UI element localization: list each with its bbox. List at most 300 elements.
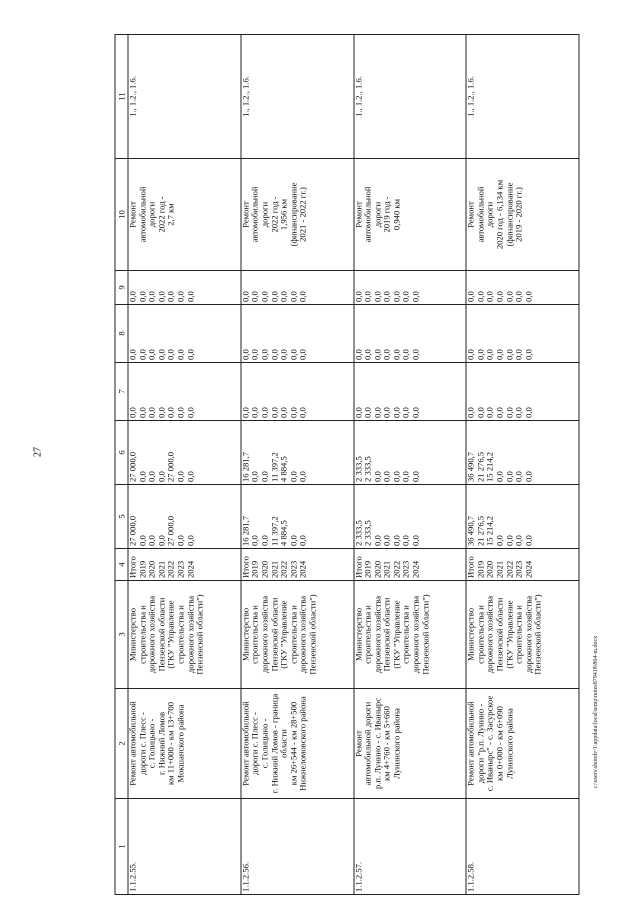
executor-line: Министерство bbox=[240, 608, 251, 661]
regional-budget-line: 27 000,0 bbox=[127, 451, 138, 482]
years-line: Итого bbox=[127, 556, 138, 578]
local-budget-line: 0,0 bbox=[175, 349, 186, 360]
regional-budget-line: 0,0 bbox=[146, 471, 157, 482]
regional-budget-cell bbox=[354, 421, 467, 485]
other-sources-line: 0,0 bbox=[156, 291, 167, 302]
result-line: 2019 - 2020 гг.) bbox=[513, 187, 524, 242]
federal-budget-line: 0,0 bbox=[465, 407, 476, 418]
total-amount-line: 16 281,7 bbox=[240, 515, 251, 546]
result-line: 2021 - 2022 гг.) bbox=[297, 187, 308, 242]
event-name-line: Нижнеломовского района bbox=[297, 696, 308, 791]
other-sources-line: 0,0 bbox=[185, 291, 196, 302]
regional-budget-line: 0,0 bbox=[400, 471, 411, 482]
federal-budget-line: 0,0 bbox=[127, 407, 138, 418]
local-budget-line: 0,0 bbox=[484, 349, 495, 360]
local-budget-cell bbox=[354, 305, 467, 363]
executor-line: Министерство bbox=[127, 608, 138, 661]
executor-line: (ГКУ "Управление bbox=[278, 600, 289, 669]
executor-line: (ГКУ "Управление bbox=[165, 600, 176, 669]
other-sources-line: 0,0 bbox=[146, 291, 157, 302]
local-budget-line: 0,0 bbox=[127, 349, 138, 360]
total-amount-line: 0,0 bbox=[513, 535, 524, 546]
federal-budget-line: 0,0 bbox=[391, 407, 402, 418]
result-line: дороги bbox=[372, 201, 383, 228]
regional-budget-line: 15 214,2 bbox=[484, 451, 495, 482]
regional-budget-cell bbox=[466, 421, 579, 485]
years-line: 2021 bbox=[156, 560, 167, 578]
event-name-line: Ремонт автомобильной bbox=[240, 701, 251, 786]
regional-budget-line: 0,0 bbox=[410, 471, 421, 482]
result-line: автомобильной bbox=[137, 186, 148, 243]
other-sources-line: 0,0 bbox=[381, 291, 392, 302]
total-amount-line: 0,0 bbox=[185, 535, 196, 546]
regional-budget-line: 0,0 bbox=[372, 471, 383, 482]
other-sources-line: 0,0 bbox=[127, 291, 138, 302]
years-line: 2024 bbox=[523, 560, 534, 578]
years-cell bbox=[241, 549, 354, 581]
regional-budget-line: 0,0 bbox=[297, 471, 308, 482]
local-budget-line: 0,0 bbox=[269, 349, 280, 360]
executor-line: Пензенской области") bbox=[532, 594, 543, 675]
rotated-table-wrapper bbox=[115, 35, 580, 895]
executor-line: Пензенской области") bbox=[307, 594, 318, 675]
local-budget-line: 0,0 bbox=[523, 349, 534, 360]
regional-budget-line: 2 333,5 bbox=[353, 456, 363, 482]
years-line: 2024 bbox=[410, 560, 421, 578]
event-name-line: Ремонт автомобильной bbox=[127, 701, 138, 786]
years-line: 2022 bbox=[278, 560, 289, 578]
years-line: 2023 bbox=[513, 560, 524, 578]
total-amount-line: 0,0 bbox=[410, 535, 421, 546]
table-row bbox=[354, 35, 467, 895]
other-sources-line: 0,0 bbox=[410, 291, 421, 302]
event-name-line: дороги "р.п. Лунино - bbox=[475, 703, 486, 784]
table-row bbox=[128, 35, 241, 895]
other-sources-line: 0,0 bbox=[278, 291, 289, 302]
result-line: автомобильной bbox=[249, 186, 260, 243]
event-name-line: с. Голицыно - bbox=[259, 718, 270, 769]
other-sources-line: 0,0 bbox=[391, 291, 402, 302]
years-line: 2020 bbox=[146, 560, 157, 578]
regional-budget-line: 16 281,7 bbox=[240, 451, 251, 482]
federal-budget-line: 0,0 bbox=[400, 407, 411, 418]
other-sources-cell bbox=[354, 271, 467, 305]
result-line: 2022 год - bbox=[269, 196, 280, 233]
regional-budget-line: 0,0 bbox=[391, 471, 402, 482]
indicators-cell bbox=[466, 35, 579, 159]
event-name-line: Мокшанского района bbox=[175, 704, 186, 783]
regional-budget-line: 0,0 bbox=[288, 471, 299, 482]
event-name-line: с. Иванырс" - с. Засурское bbox=[484, 695, 495, 792]
event-name-line: км 11+000 - км 13+700 bbox=[165, 701, 176, 786]
result-line: Ремонт bbox=[240, 201, 251, 228]
event-name-cell bbox=[354, 689, 467, 799]
local-budget-cell bbox=[241, 305, 354, 363]
total-amount-line: 0,0 bbox=[288, 535, 299, 546]
executor-cell bbox=[241, 581, 354, 689]
column-header-4: 4 bbox=[115, 549, 128, 581]
other-sources-line: 0,0 bbox=[362, 291, 373, 302]
table-body bbox=[128, 35, 579, 895]
years-line: 2019 bbox=[137, 560, 148, 578]
executor-cell bbox=[354, 581, 467, 689]
regional-budget-line: 21 276,5 bbox=[475, 451, 486, 482]
event-name-cell bbox=[128, 689, 241, 799]
years-line: Итого bbox=[240, 556, 251, 578]
column-header-10: 10 bbox=[115, 159, 128, 271]
executor-line: дорожного хозяйства bbox=[297, 595, 308, 674]
total-amount-line: 0,0 bbox=[494, 535, 505, 546]
years-line: 2019 bbox=[475, 560, 486, 578]
years-line: 2024 bbox=[185, 560, 196, 578]
executor-line: Пензенской области bbox=[381, 597, 392, 672]
local-budget-line: 0,0 bbox=[259, 349, 270, 360]
other-sources-line: 0,0 bbox=[353, 291, 363, 302]
regional-budget-line: 0,0 bbox=[249, 471, 260, 482]
local-budget-line: 0,0 bbox=[504, 349, 515, 360]
result-line: автомобильной bbox=[475, 186, 486, 243]
other-sources-line: 0,0 bbox=[523, 291, 534, 302]
federal-budget-line: 0,0 bbox=[513, 407, 524, 418]
years-line: 2020 bbox=[259, 560, 270, 578]
federal-budget-line: 0,0 bbox=[381, 407, 392, 418]
total-amount-line: 15 214,2 bbox=[484, 515, 495, 546]
other-sources-line: 0,0 bbox=[165, 291, 176, 302]
local-budget-cell bbox=[466, 305, 579, 363]
indicators-text: 1., 1.2., 1.6. bbox=[127, 76, 138, 117]
total-amount-line: 0,0 bbox=[146, 535, 157, 546]
regional-budget-line: 0,0 bbox=[494, 471, 505, 482]
local-budget-line: 0,0 bbox=[410, 349, 421, 360]
other-sources-line: 0,0 bbox=[240, 291, 251, 302]
local-budget-line: 0,0 bbox=[353, 349, 363, 360]
event-name-cell bbox=[466, 689, 579, 799]
total-amount-line: 0,0 bbox=[137, 535, 148, 546]
other-sources-line: 0,0 bbox=[137, 291, 148, 302]
event-name-line: с. Голицыно - bbox=[146, 718, 157, 769]
event-name-line: р.п. Лунино - с. Иванырс bbox=[372, 697, 383, 790]
column-header-6: 6 bbox=[115, 421, 128, 485]
footer-path: c:\users\shoreh~1\appdata\local\temp\notes879418\864-m.docx bbox=[593, 635, 599, 789]
local-budget-line: 0,0 bbox=[156, 349, 167, 360]
total-amount-line: 0,0 bbox=[381, 535, 392, 546]
regional-budget-line: 11 397,2 bbox=[269, 452, 280, 482]
other-sources-line: 0,0 bbox=[484, 291, 495, 302]
federal-budget-line: 0,0 bbox=[297, 407, 308, 418]
row-id-cell bbox=[241, 799, 354, 895]
regional-budget-cell bbox=[241, 421, 354, 485]
result-line: 2020 год - 6,134 км bbox=[494, 179, 505, 250]
federal-budget-line: 0,0 bbox=[278, 407, 289, 418]
federal-budget-line: 0,0 bbox=[269, 407, 280, 418]
total-amount-line: 0,0 bbox=[175, 535, 186, 546]
executor-line: Министерство bbox=[465, 608, 476, 661]
total-amount-line: 0,0 bbox=[372, 535, 383, 546]
total-amount-line: 36 490,7 bbox=[465, 515, 476, 546]
total-amount-line: 27 000,0 bbox=[127, 515, 138, 546]
event-name-line: автомобильной дороги bbox=[362, 701, 373, 786]
result-line: (финансирование bbox=[288, 182, 299, 247]
total-amount-cell bbox=[354, 485, 467, 549]
event-name-line: дороги с. Плесс - bbox=[249, 712, 260, 775]
federal-budget-line: 0,0 bbox=[372, 407, 383, 418]
federal-budget-line: 0,0 bbox=[137, 407, 148, 418]
federal-budget-line: 0,0 bbox=[353, 407, 363, 418]
regional-budget-line: 4 884,5 bbox=[278, 456, 289, 482]
event-name-line: км 0+000 - км 6+090 bbox=[494, 706, 505, 781]
total-amount-cell bbox=[241, 485, 354, 549]
executor-line: строительства и bbox=[137, 605, 148, 664]
other-sources-line: 0,0 bbox=[175, 291, 186, 302]
other-sources-line: 0,0 bbox=[269, 291, 280, 302]
other-sources-line: 0,0 bbox=[297, 291, 308, 302]
years-line: 2022 bbox=[504, 560, 515, 578]
executor-line: дорожного хозяйства bbox=[185, 595, 196, 674]
row-id-text: 1.1.2.58. bbox=[465, 861, 476, 892]
federal-budget-line: 0,0 bbox=[165, 407, 176, 418]
executor-cell bbox=[466, 581, 579, 689]
federal-budget-cell bbox=[466, 363, 579, 421]
other-sources-cell bbox=[241, 271, 354, 305]
local-budget-line: 0,0 bbox=[391, 349, 402, 360]
column-header-5: 5 bbox=[115, 485, 128, 549]
federal-budget-line: 0,0 bbox=[240, 407, 251, 418]
result-cell bbox=[128, 159, 241, 271]
regional-budget-line: 0,0 bbox=[381, 471, 392, 482]
other-sources-line: 0,0 bbox=[400, 291, 411, 302]
local-budget-line: 0,0 bbox=[297, 349, 308, 360]
other-sources-cell bbox=[466, 271, 579, 305]
federal-budget-line: 0,0 bbox=[475, 407, 486, 418]
result-cell bbox=[466, 159, 579, 271]
result-line: 1,956 км bbox=[278, 198, 289, 231]
result-cell bbox=[354, 159, 467, 271]
federal-budget-line: 0,0 bbox=[484, 407, 495, 418]
regional-budget-line: 0,0 bbox=[137, 471, 148, 482]
local-budget-line: 0,0 bbox=[146, 349, 157, 360]
executor-line: строительства и bbox=[400, 605, 411, 664]
table-row bbox=[466, 35, 579, 895]
other-sources-line: 0,0 bbox=[465, 291, 476, 302]
column-header-7: 7 bbox=[115, 363, 128, 421]
executor-line: дорожного хозяйства bbox=[372, 595, 383, 674]
other-sources-line: 0,0 bbox=[513, 291, 524, 302]
federal-budget-line: 0,0 bbox=[156, 407, 167, 418]
event-name-line: области bbox=[278, 729, 289, 758]
event-name-line: дороги с. Плесс - bbox=[137, 712, 148, 775]
years-line: 2021 bbox=[494, 560, 505, 578]
other-sources-line: 0,0 bbox=[504, 291, 515, 302]
regional-budget-line: 0,0 bbox=[513, 471, 524, 482]
regional-budget-line: 0,0 bbox=[175, 471, 186, 482]
executor-line: дорожного хозяйства bbox=[484, 595, 495, 674]
federal-budget-line: 0,0 bbox=[146, 407, 157, 418]
years-line: 2023 bbox=[400, 560, 411, 578]
local-budget-line: 0,0 bbox=[494, 349, 505, 360]
executor-line: дорожного хозяйства bbox=[410, 595, 421, 674]
indicators-text: 1., 1.2., 1.6. bbox=[353, 76, 363, 117]
federal-budget-line: 0,0 bbox=[410, 407, 421, 418]
local-budget-line: 0,0 bbox=[240, 349, 251, 360]
years-line: Итого bbox=[353, 556, 363, 578]
indicators-text: 1., 1.2., 1.6. bbox=[465, 76, 476, 117]
total-amount-line: 0,0 bbox=[391, 535, 402, 546]
other-sources-line: 0,0 bbox=[372, 291, 383, 302]
total-amount-line: 0,0 bbox=[523, 535, 534, 546]
local-budget-line: 0,0 bbox=[362, 349, 373, 360]
event-name-line: км 4+760 - км 5+660 bbox=[381, 706, 392, 781]
federal-budget-line: 0,0 bbox=[249, 407, 260, 418]
indicators-text: 1., 1.2., 1.6. bbox=[240, 76, 251, 117]
row-id-cell bbox=[354, 799, 467, 895]
federal-budget-line: 0,0 bbox=[259, 407, 270, 418]
executor-line: Пензенской области") bbox=[420, 594, 431, 675]
years-line: Итого bbox=[465, 556, 476, 578]
result-cell bbox=[241, 159, 354, 271]
result-line: 2022 год - bbox=[156, 196, 167, 233]
regional-budget-line: 0,0 bbox=[523, 471, 534, 482]
years-cell bbox=[354, 549, 467, 581]
years-line: 2024 bbox=[297, 560, 308, 578]
total-amount-line: 0,0 bbox=[504, 535, 515, 546]
total-amount-line: 2 333,5 bbox=[353, 520, 363, 546]
local-budget-line: 0,0 bbox=[381, 349, 392, 360]
total-amount-line: 27 000,0 bbox=[165, 515, 176, 546]
local-budget-line: 0,0 bbox=[465, 349, 476, 360]
local-budget-line: 0,0 bbox=[513, 349, 524, 360]
row-id-cell bbox=[466, 799, 579, 895]
result-line: дороги bbox=[259, 201, 270, 228]
executor-line: строительства и bbox=[513, 605, 524, 664]
years-line: 2022 bbox=[391, 560, 402, 578]
event-name-line: Ремонт bbox=[353, 730, 363, 757]
federal-budget-line: 0,0 bbox=[288, 407, 299, 418]
years-line: 2023 bbox=[288, 560, 299, 578]
other-sources-line: 0,0 bbox=[288, 291, 299, 302]
federal-budget-line: 0,0 bbox=[523, 407, 534, 418]
total-amount-line: 0,0 bbox=[400, 535, 411, 546]
total-amount-line: 0,0 bbox=[249, 535, 260, 546]
executor-line: дорожного хозяйства bbox=[146, 595, 157, 674]
federal-budget-line: 0,0 bbox=[504, 407, 515, 418]
column-header-8: 8 bbox=[115, 305, 128, 363]
executor-cell bbox=[128, 581, 241, 689]
executor-line: строительства и bbox=[362, 605, 373, 664]
event-name-cell bbox=[241, 689, 354, 799]
total-amount-line: 4 884,5 bbox=[278, 520, 289, 546]
executor-line: Министерство bbox=[353, 608, 363, 661]
local-budget-line: 0,0 bbox=[249, 349, 260, 360]
row-id-cell bbox=[128, 799, 241, 895]
result-line: 0,940 км bbox=[391, 198, 402, 231]
row-id-text: 1.1.2.57. bbox=[353, 861, 363, 892]
regional-budget-line: 0,0 bbox=[185, 471, 196, 482]
result-line: 2,7 км bbox=[165, 203, 176, 226]
column-header-2: 2 bbox=[115, 689, 128, 799]
federal-budget-cell bbox=[241, 363, 354, 421]
program-table bbox=[115, 34, 580, 895]
executor-line: Пензенской области bbox=[156, 597, 167, 672]
years-line: 2023 bbox=[175, 560, 186, 578]
other-sources-line: 0,0 bbox=[249, 291, 260, 302]
result-line: 2019 год - bbox=[381, 196, 392, 233]
total-amount-line: 21 276,5 bbox=[475, 515, 486, 546]
row-id-text: 1.1.2.56. bbox=[240, 861, 251, 892]
event-name-line: Лунинского района bbox=[504, 708, 515, 779]
total-amount-cell bbox=[466, 485, 579, 549]
total-amount-line: 0,0 bbox=[297, 535, 308, 546]
column-header-11: 11 bbox=[115, 35, 128, 159]
column-header-9: 9 bbox=[115, 271, 128, 305]
row-id-text: 1.1.2.55. bbox=[127, 861, 138, 892]
regional-budget-line: 27 000,0 bbox=[165, 451, 176, 482]
executor-line: строительства и bbox=[288, 605, 299, 664]
local-budget-line: 0,0 bbox=[137, 349, 148, 360]
page-number: 27 bbox=[32, 447, 44, 457]
column-header-3: 3 bbox=[115, 581, 128, 689]
local-budget-line: 0,0 bbox=[185, 349, 196, 360]
regional-budget-line: 0,0 bbox=[504, 471, 515, 482]
years-line: 2020 bbox=[372, 560, 383, 578]
federal-budget-line: 0,0 bbox=[494, 407, 505, 418]
executor-line: (ГКУ "Управление bbox=[504, 600, 515, 669]
other-sources-line: 0,0 bbox=[494, 291, 505, 302]
regional-budget-line: 0,0 bbox=[259, 471, 270, 482]
column-header-1: 1 bbox=[115, 799, 128, 895]
local-budget-line: 0,0 bbox=[372, 349, 383, 360]
event-name-line: г. Нижний Ломов - граница bbox=[269, 693, 280, 794]
total-amount-line: 2 333,5 bbox=[362, 520, 373, 546]
years-line: 2019 bbox=[249, 560, 260, 578]
executor-line: дорожного хозяйства bbox=[523, 595, 534, 674]
total-amount-line: 11 397,2 bbox=[269, 516, 280, 546]
result-line: Ремонт bbox=[127, 201, 138, 228]
local-budget-line: 0,0 bbox=[278, 349, 289, 360]
result-line: дороги bbox=[484, 201, 495, 228]
years-cell bbox=[128, 549, 241, 581]
indicators-cell bbox=[354, 35, 467, 159]
executor-line: строительства и bbox=[175, 605, 186, 664]
federal-budget-line: 0,0 bbox=[175, 407, 186, 418]
other-sources-cell bbox=[128, 271, 241, 305]
result-line: (финансирование bbox=[504, 182, 515, 247]
event-name-line: Ремонт автомобильной bbox=[465, 701, 476, 786]
years-line: 2022 bbox=[165, 560, 176, 578]
indicators-cell bbox=[241, 35, 354, 159]
other-sources-line: 0,0 bbox=[475, 291, 486, 302]
local-budget-cell bbox=[128, 305, 241, 363]
executor-line: дорожного хозяйства bbox=[259, 595, 270, 674]
regional-budget-cell bbox=[128, 421, 241, 485]
years-cell bbox=[466, 549, 579, 581]
total-amount-line: 0,0 bbox=[156, 535, 167, 546]
indicators-cell bbox=[128, 35, 241, 159]
executor-line: строительства и bbox=[475, 605, 486, 664]
executor-line: (ГКУ "Управление bbox=[391, 600, 402, 669]
table-row bbox=[241, 35, 354, 895]
local-budget-line: 0,0 bbox=[288, 349, 299, 360]
result-line: дороги bbox=[146, 201, 157, 228]
header-row bbox=[115, 35, 128, 895]
federal-budget-cell bbox=[354, 363, 467, 421]
years-line: 2021 bbox=[269, 560, 280, 578]
local-budget-line: 0,0 bbox=[165, 349, 176, 360]
total-amount-cell bbox=[128, 485, 241, 549]
regional-budget-line: 36 490,7 bbox=[465, 451, 476, 482]
event-name-line: Лунинского района bbox=[391, 708, 402, 779]
event-name-line: г. Нижний Ломов bbox=[156, 711, 167, 776]
executor-line: Пензенской области bbox=[494, 597, 505, 672]
